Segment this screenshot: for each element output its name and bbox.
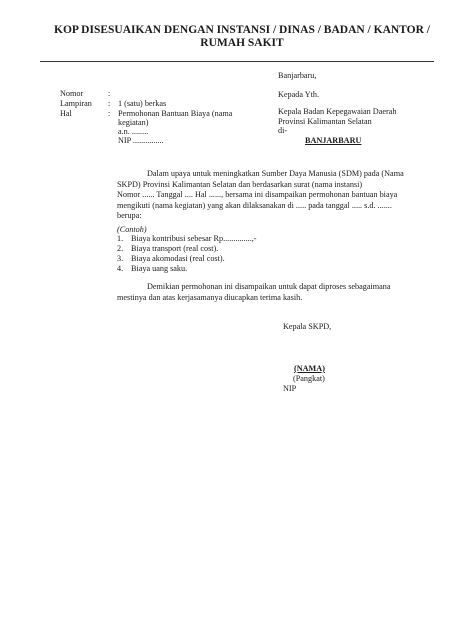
signature-nip: NIP [283,384,297,393]
an-placeholder: a.n. ........ [118,127,149,136]
nomor-colon: : [108,89,111,98]
contoh-label: (Contoh) [117,225,147,234]
cost-list [117,234,257,274]
recipient-di: di- [278,126,288,135]
body-paragraph-2 [117,282,437,303]
list-item: 2. Biaya transport (real cost). [117,244,219,253]
kepada-yth: Kepada Yth. [278,90,320,99]
para1-line-4: mengikuti (nama kegiatan) yang akan dilaksanakan di ..... pada tanggal ..... s.d. ....... [117,200,392,210]
para1-line-3: Nomor ...... Tanggal .... Hal ......, bersama ini disampaikan permohonan bantuan biaya [117,190,398,199]
list-item: 4. Biaya uang saku. [117,264,188,273]
para1-line-5: berupa: [117,211,142,220]
signature-title: Kepala SKPD, [283,322,332,331]
letterhead-line-2: RUMAH SAKIT [200,37,284,49]
hal-value-line-1: Permohonan Bantuan Biaya (nama [118,109,233,118]
lampiran-label: Lampiran [60,99,92,108]
letterhead-divider [40,61,434,62]
recipient-city: BANJARBARU [305,136,362,145]
recipient-line-2: Provinsi Kalimantan Selatan [278,117,372,126]
para1-line-1: Dalam upaya untuk meningkatkan Sumber Daya Manusia (SDM) pada (Nama [147,169,404,178]
body-paragraph-1 [117,169,437,222]
lampiran-value: 1 (satu) berkas [118,99,167,108]
hal-value-line-2: kegiatan) [118,118,149,127]
para2-line-2: mestinya dan atas kerjasamanya diucapkan terima kasih. [117,292,303,302]
para2-line-1: Demikian permohonan ini disampaikan untuk dapat diproses sebagaimana [147,282,391,291]
hal-colon: : [108,109,111,118]
letterhead [40,24,444,50]
lampiran-colon: : [108,99,111,108]
recipient-line-1: Kepala Badan Kepegawaian Daerah [278,107,397,116]
list-item: 3. Biaya akomodasi (real cost). [117,254,225,263]
nip-placeholder: NIP ............... [118,136,164,145]
para1-line-2: SKPD) Provinsi Kalimantan Selatan dan berdasarkan surat (nama instansi) [117,179,363,189]
nomor-label: Nomor [60,89,84,98]
hal-label: Hal [60,109,72,118]
list-item: 1. Biaya kontribusi sebesar Rp..............,- [117,234,257,243]
signature-rank: (Pangkat) [293,374,325,383]
letterhead-line-1: KOP DISESUAIKAN DENGAN INSTANSI / DINAS / BADAN / KANTOR / [54,24,430,36]
place-date: Banjarbaru, [278,71,317,80]
signature-name: (NAMA) [294,364,325,373]
